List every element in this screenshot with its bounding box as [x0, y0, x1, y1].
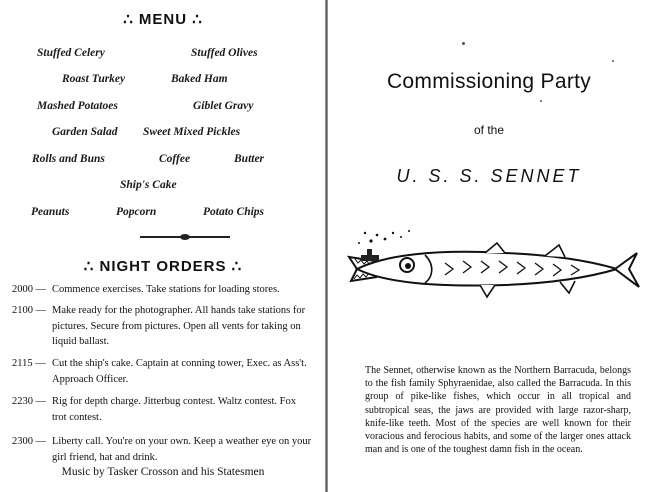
order-text: Make ready for the photographer. All hands take stations for pictures. Secure from pictures. Open all vents for taking on liquid ballast. — [52, 305, 306, 347]
order-text: Liberty call. You're on your own. Keep a weather eye on your girl friend, hat and drink. — [52, 436, 312, 463]
order-item — [12, 282, 312, 298]
order-time: 2300 — — [12, 436, 47, 447]
print-speck — [462, 42, 465, 45]
order-time: 2115 — — [12, 358, 46, 369]
menu-item: Garden Salad — [52, 126, 118, 138]
menu-item: Baked Ham — [171, 73, 228, 85]
music-credit: Music by Tasker Crosson and his Statesmen — [61, 466, 265, 478]
cover-title: Commissioning Party — [386, 70, 592, 93]
menu-item: Coffee — [159, 153, 191, 165]
menu-item: Rolls and Buns — [32, 153, 105, 165]
sennet-description: The Sennet, otherwise known as the Northern Barracuda, belongs to the fish family Sphyraenidae, also called the Barracuda. In this group of pike-like fishes, which occur in all tropical and subtropical seas, the jaws are provided with large razor-sharp, knife-like teeth. Most of the species are well known for their voracious and ferocious habits, and some of the larger ones attack man and is one of the toughest damn fish in the ocean. — [365, 365, 631, 456]
menu-item: Popcorn — [116, 206, 157, 218]
menu-heading: ∴ MENU ∴ — [123, 11, 203, 28]
menu-item: Peanuts — [31, 206, 70, 218]
order-time: 2230 — — [12, 396, 47, 407]
order-item — [12, 434, 312, 465]
ship-name: U. S. S. SENNET — [396, 166, 582, 186]
ornament-divider — [140, 236, 230, 238]
order-time: 2000 — — [12, 284, 47, 295]
print-speck — [540, 100, 542, 102]
menu-item: Potato Chips — [203, 206, 265, 218]
menu-item: Ship's Cake — [120, 179, 177, 191]
menu-item: Butter — [234, 153, 265, 165]
order-item — [12, 303, 312, 350]
order-time: 2100 — — [12, 305, 47, 316]
order-text: Rig for depth charge. Jitterbug contest. Waltz contest. Fox trot contest. — [52, 396, 297, 423]
menu-item: Roast Turkey — [62, 73, 126, 85]
menu-item: Giblet Gravy — [193, 100, 254, 112]
menu-item: Mashed Potatoes — [37, 100, 118, 112]
orders-heading: ∴ NIGHT ORDERS ∴ — [83, 258, 243, 275]
menu-item: Sweet Mixed Pickles — [143, 126, 241, 138]
order-text: Commence exercises. Take stations for loading stores. — [52, 284, 280, 295]
menu-item: Stuffed Celery — [37, 47, 105, 59]
order-text: Cut the ship's cake. Captain at conning tower, Exec. as Ass't. Approach Officer. — [52, 358, 307, 385]
barracuda-illustration — [345, 225, 645, 315]
order-item — [12, 394, 312, 425]
print-speck — [612, 60, 614, 62]
order-item — [12, 356, 312, 387]
menu-item: Stuffed Olives — [191, 47, 258, 59]
cover-subtitle: of the — [473, 123, 505, 137]
